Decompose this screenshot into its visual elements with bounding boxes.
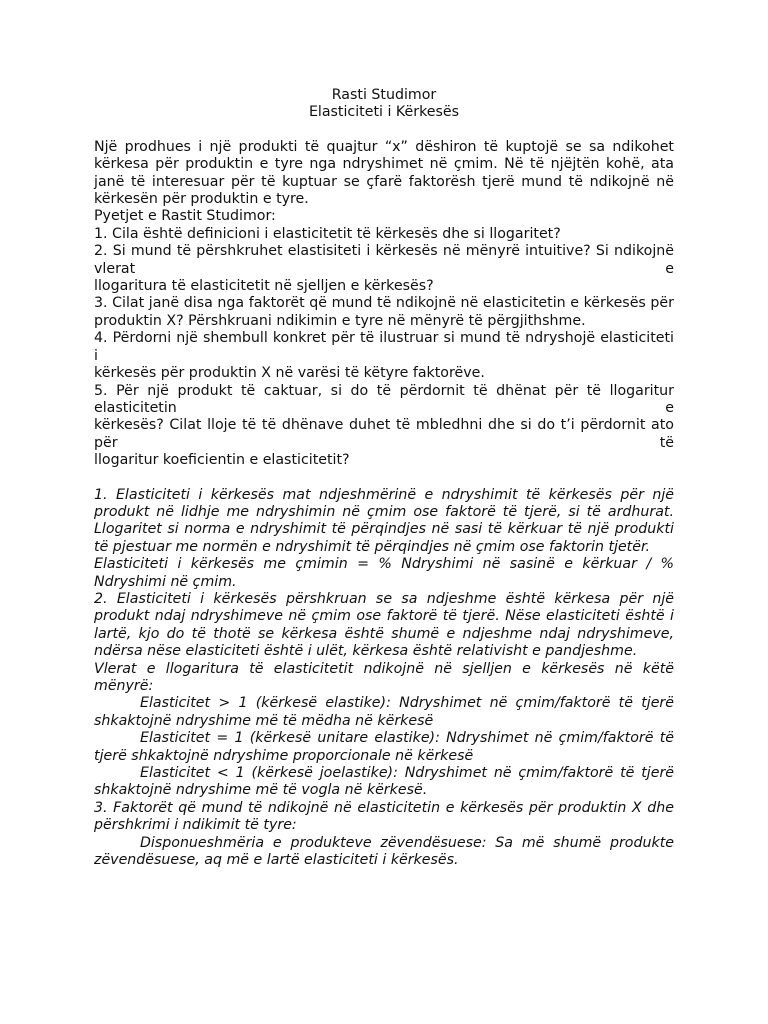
question-5-line-1: 5. Për një produkt të caktuar, si do të përdornit të dhënat për të llogaritur elasticitetin e xyxy=(94,382,674,416)
intro-paragraph: Një prodhues i një produkti të quajtur “x” dëshiron të kuptojë se sa ndikohet kërkesa për produktin e tyre nga ndryshimet në çmim. Në të njëjtën kohë, ata janë të interesuar për të kuptuar se çfarë faktorësh tjerë mund të ndikojnë në kërkesën për produktin e tyre. xyxy=(94,138,674,208)
answer-2: 2. Elasticiteti i kërkesës përshkruan se sa ndjeshme është kërkesa për një produkt ndaj ndryshimeve në çmim ose faktorë të tjerë. Nëse elasticiteti është i lartë, kjo do të thotë se kërkesa është shumë e ndjeshme ndaj ndryshimeve, ndërsa nëse elasticiteti është i ulët, kërkesa është relativisht e pandjeshme. xyxy=(94,590,674,660)
question-2-line-1: 2. Si mund të përshkruhet elastisiteti i kërkesës në mënyrë intuitive? Si ndikojnë vlerat e xyxy=(94,243,674,277)
answer-1: 1. Elasticiteti i kërkesës mat ndjeshmërinë e ndryshimit të kërkesës për një produkt në lidhje me ndryshimin në çmim ose faktorë të tjerë, si të ardhurat. Llogaritet si norma e ndryshimit të përqindjes në sasi të kërkuar të një produkti të pjestuar me normën e ndryshimit të përqindjes në çmim ose faktorin tjetër. xyxy=(94,486,674,555)
answer-2-bullet-elastic: Elasticitet > 1 (kërkesë elastike): Ndryshimet në çmim/faktorë të tjerë shkaktojnë ndryshime më të mëdha në kërkesë xyxy=(94,695,674,729)
question-5-line-2: kërkesës? Cilat lloje të të dhënave duhet të mbledhni dhe si do t’i përdornit ato për të xyxy=(94,417,674,451)
answer-3-bullet-substitutes: Disponueshmëria e produkteve zëvendësuese: Sa më shumë produkte zëvendësuese, aq më e lartë elasticiteti i kërkesës. xyxy=(94,834,674,869)
question-4-line-1: 4. Përdorni një shembull konkret për të ilustruar si mund të ndryshojë elasticiteti i xyxy=(94,330,674,364)
question-4-line-2: kërkesës për produktin X në varësi të këtyre faktorëve. xyxy=(94,365,485,382)
answer-2-bullet-unitary: Elasticitet = 1 (kërkesë unitare elastike): Ndryshimet në çmim/faktorë të tjerë shkaktojnë ndryshime proporcionale në kërkesë xyxy=(94,730,674,764)
document-title: Rasti Studimor xyxy=(331,87,437,103)
document-page xyxy=(94,87,674,869)
document-subtitle: Elasticiteti i Kërkesës xyxy=(308,104,460,121)
question-3-line-2: produktin X? Përshkruani ndikimin e tyre në mënyrë të përgjithshme. xyxy=(94,312,586,329)
answer-2-bullet-inelastic: Elasticitet < 1 (kërkesë joelastike): Ndryshimet në çmim/faktorë të tjerë shkaktojnë ndryshime më të vogla në kërkesë. xyxy=(94,765,674,799)
questions-heading: Pyetjet e Rastit Studimor: xyxy=(94,208,276,225)
question-2-line-2: llogaritura të elasticitetit në sjelljen e kërkesës? xyxy=(94,278,434,295)
question-5-line-3: llogaritur koeficientin e elasticitetit? xyxy=(94,452,350,469)
answer-1-formula: Elasticiteti i kërkesës me çmimin = % Ndryshimi në sasinë e kërkuar / % Ndryshimi në çmim. xyxy=(94,556,674,590)
question-1: 1. Cila është definicioni i elasticitetit të kërkesës dhe si llogaritet? xyxy=(94,225,561,242)
answer-2-values: Vlerat e llogaritura të elasticitetit ndikojnë në sjelljen e kërkesës në këtë mënyrë: xyxy=(94,660,674,694)
spacer xyxy=(94,122,674,139)
answer-3: 3. Faktorët që mund të ndikojnë në elasticitetin e kërkesës për produktin X dhe përshkrimi i ndikimit të tyre: xyxy=(94,799,674,834)
question-3-line-1: 3. Cilat janë disa nga faktorët që mund të ndikojnë në elasticitetin e kërkesës për xyxy=(94,295,674,312)
spacer xyxy=(94,470,674,487)
